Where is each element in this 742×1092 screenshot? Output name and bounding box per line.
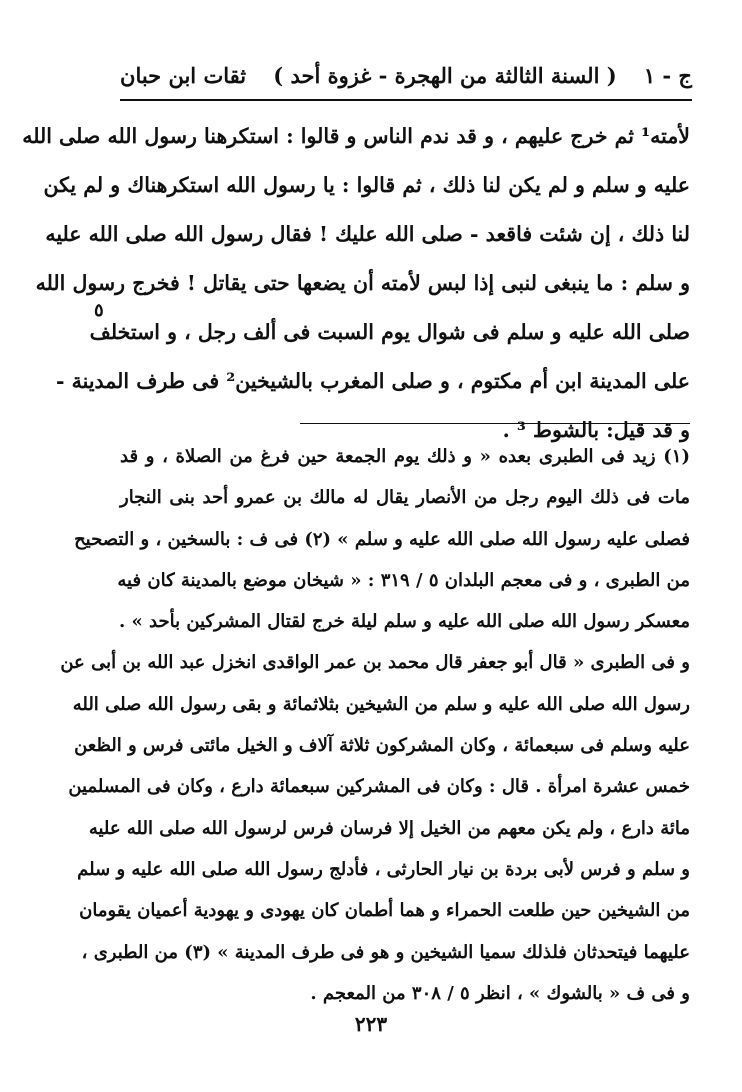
- footnote-line: مات فى ذلك اليوم رجل من الأنصار يقال له مالك بن عمرو أحد بنى النجار: [120, 487, 690, 509]
- text-line: و سلم : ما ينبغى لنبى إذا لبس لأمته أن يضعها حتى يقاتل ! فخرج رسول الله: [35, 271, 690, 295]
- footnote-line: و سلم و فرس لأبى بردة بن نيار الحارثى ، فأدلج رسول الله صلى الله عليه و سلم: [77, 858, 690, 880]
- line-number-marker: ٥: [94, 300, 104, 321]
- header-rule: [120, 99, 692, 101]
- section-title: ( السنة الثالثة من الهجرة - غزوة أحد ): [273, 62, 617, 88]
- book-title: ثقات ابن حبان: [120, 62, 247, 88]
- main-text: [22, 112, 690, 455]
- text-line: عليه و سلم و لم يكن لنا ذلك ، ثم قالوا : يا رسول الله استكرهناك و لم يكن: [43, 173, 690, 197]
- footnote-line: عليهما فيتحدثان فلذلك سميا الشيخين و هو فى طرف المدينة » (٣) من الطبرى ،: [81, 941, 690, 963]
- text-line: لنا ذلك ، إن شئت فاقعد - صلى الله عليك ! فقال رسول الله صلى الله عليه: [45, 222, 690, 246]
- footnotes: [60, 436, 690, 1014]
- footnote-line: و فى الطبرى « قال أبو جعفر قال محمد بن عمر الواقدى انخزل عبد الله بن أبى عن: [60, 652, 690, 674]
- footnote-line: و فى ف « بالشوك » ، انظر ٥ / ٣٠٨ من المعجم .: [310, 982, 690, 1004]
- footnote-line: معسكر رسول الله صلى الله عليه و سلم ليلة خرج لقتال المشركين بأحد » .: [118, 611, 690, 633]
- text-line: صلى الله عليه و سلم فى شوال يوم السبت فى ألف رجل ، و استخلف: [89, 320, 690, 344]
- footnote-line: مائة دارع ، ولم يكن معهم من الخيل إلا فرسان فرس لرسول الله صلى الله عليه: [88, 817, 690, 839]
- text-line: لأمته¹ ثم خرج عليهم ، و قد ندم الناس و قالوا : استكرهنا رسول الله صلى الله: [22, 124, 690, 148]
- running-header: [120, 58, 692, 92]
- footnote-line: (١) زيد فى الطبرى بعده « و ذلك يوم الجمعة حين فرغ من الصلاة ، و قد: [120, 446, 690, 467]
- footnote-separator: [300, 423, 690, 424]
- page-number: ٢٢٣: [354, 1012, 388, 1036]
- footnote-line: رسول الله صلى الله عليه و سلم من الشيخين بثلاثمائة و بقى رسول الله صلى الله: [72, 693, 690, 715]
- footnote-line: خمس عشرة امرأة . قال : وكان فى المشركين سبعمائة دارع ، وكان فى المسلمين: [68, 776, 690, 798]
- text-line: على المدينة ابن أم مكتوم ، و صلى المغرب بالشيخين² فى طرف المدينة -: [56, 369, 690, 393]
- footnote-line: من الطبرى ، و فى معجم البلدان ٥ / ٣١٩ : « شيخان موضع بالمدينة كان فيه: [117, 569, 690, 591]
- footnote-line: عليه وسلم فى سبعمائة ، وكان المشركون ثلاثة آلاف و الخيل مائتى فرس و الظعن: [74, 735, 690, 757]
- footnote-line: من الشيخين حين طلعت الحمراء و هما أطمان كان يهودى و يهودية أعميان يقومان: [79, 900, 690, 922]
- volume-label: ج - ١: [643, 62, 692, 88]
- footnote-line: فصلى عليه رسول الله صلى الله عليه و سلم » (٢) فى ف : بالسخين ، و التصحيح: [74, 528, 690, 550]
- text-line: و قد قيل: بالشوط ³ .: [502, 418, 690, 442]
